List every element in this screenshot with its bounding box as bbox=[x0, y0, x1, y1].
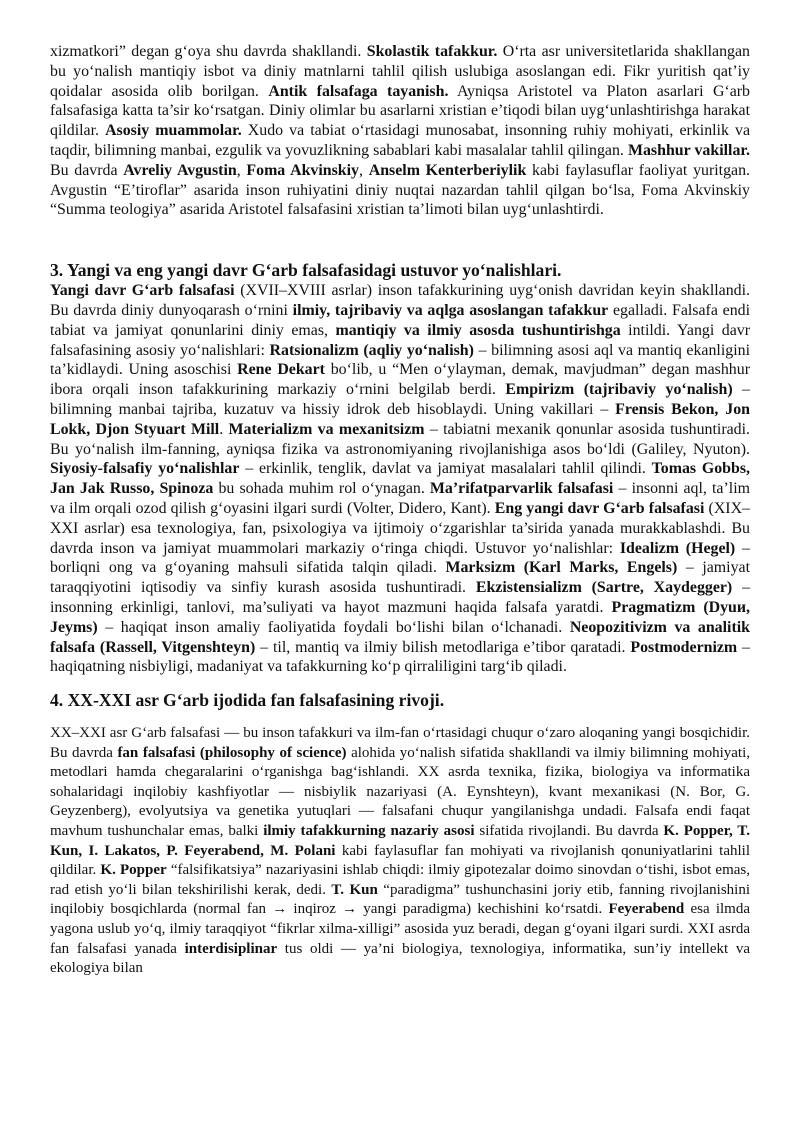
bold-term: Feyerabend bbox=[608, 901, 685, 918]
text-run: alohida yo‘nalish sifatida shakllandi va ilmiy bilimning mohiyati, metodlari hamda chegaralarini o‘rganishga bag‘ishlandi. XX asrda texnika, fizika, biologiya va informatika sohalaridagi inqilobiy kashfiyotlar — nisbiylik nazariyasi (A. Eynshteyn), kvant mexanikasi (N. Bor, G. Geyzenberg), evolyutsiya va genetika yutuqlari — falsafani chuqur yangilanishga undadi. Falsafa endi faqat mavhum tushunchalar emas, balki bbox=[50, 744, 750, 840]
bold-term: Empirizm (tajribaviy yo‘nalish) bbox=[505, 381, 733, 399]
bold-term: Frensis Bekon, Jon Lokk, Djon Styuart Mill bbox=[50, 400, 750, 438]
bold-term: Rene Dekart bbox=[237, 361, 325, 379]
bold-term: ilmiy tafakkurning nazariy asosi bbox=[263, 823, 475, 840]
bold-term: Postmodernizm bbox=[630, 638, 738, 656]
text-run: – bilimning asosi aql va mantiq ekanligini ta’kidlaydi. Uning asoschisi bbox=[50, 341, 750, 379]
text-run: sifatida rivojlandi. Bu davrda bbox=[474, 823, 664, 840]
text-run: “paradigma” tushunchasini joriy etib, fanning rivojlanishini inqilobiy bosqichlarda (normal fan → inqiroz → yangi paradigma) kechishini ko‘rsatdi. bbox=[50, 881, 751, 918]
section-3-paragraph bbox=[50, 281, 750, 677]
section-3-heading: 3. Yangi va eng yangi davr G‘arb falsafasidagi ustuvor yo‘nalishlari. bbox=[50, 260, 562, 281]
text-run: O‘rta asr universitetlarida shakllangan bu yo‘nalish mantiqiy isbot va diniy matnlarni tahlil qilish uslubiga asoslangan edi. Fikr yuritish qat’iy qoidalar asosida olib borilgan. bbox=[50, 43, 750, 100]
bold-term: interdisiplinar bbox=[184, 940, 278, 957]
section-2-continuation-paragraph bbox=[50, 42, 750, 220]
text-run: – borliqni ong va g‘oyaning mahsuli sifatida talqin qiladi. bbox=[50, 539, 750, 577]
bold-term: Materializm va mexanitsizm bbox=[228, 420, 425, 438]
bold-term: Antik falsafaga tayanish. bbox=[268, 82, 449, 100]
bold-term: K. Popper, T. Kun, I. Lakatos, P. Feyerabend, M. Polani bbox=[50, 823, 750, 859]
text-run: . bbox=[219, 420, 229, 438]
bold-term: Neopozitivizm va analitik falsafa (Rassell, Vitgenshteyn) bbox=[50, 618, 750, 656]
text-run: – jamiyat taraqqiyotini iqtisodiy va sinfiy kurash asosida tushuntiradi. bbox=[50, 559, 750, 597]
text-run: Xudo va tabiat o‘rtasidagi munosabat, insonning ruhiy mohiyati, erkinlik va taqdir, bilimning manbai, ezgulik va yovuzlikning sabablari kabi masalalar tahlil qilingan. bbox=[50, 122, 750, 159]
text-run: xizmatkori” degan g‘oya shu davrda shakllandi. bbox=[50, 43, 367, 60]
text-run: – tabiatni mexanik qonunlar asosida tushuntiradi. Bu yo‘nalish ilm-fanning, ayniqsa fizika va astronomiyaning rivojlanishiga asos bo‘ldi (Galiley, Nyuton). bbox=[50, 420, 750, 458]
bold-term: Ekzistensializm (Sartre, Xaydegger) bbox=[475, 579, 733, 597]
text-run: – insonning erkinligi, tanlovi, ma’suliyati va hayot mazmuni haqida falsafa yaratdi. bbox=[50, 579, 751, 616]
text-run: Bu davrda bbox=[50, 161, 124, 179]
text-run: , bbox=[359, 161, 369, 179]
bold-term: Yangi davr G‘arb falsafasi bbox=[50, 282, 235, 300]
text-run: (XVII–XVIII asrlar) inson tafakkurining uyg‘onish davridan keyin shakllandi. Bu davrda diniy dunyoqarash o‘rnini bbox=[50, 282, 751, 319]
text-run: – haqiqat inson amaliy faoliyatida foydali bo‘lishi bilan o‘lchanadi. bbox=[97, 618, 570, 636]
text-run: – erkinlik, tenglik, davlat va jamiyat masalalari tahlil qilindi. bbox=[239, 460, 652, 478]
text-run: esa ilmda yagona uslub yo‘q, ilmiy taraqqiyot “fikrlar xilma-xilligi” asosida yuz beradi, degan g‘oyani ilgari surdi. XXI asrda fan falsafasi yanada bbox=[50, 901, 750, 957]
text-run: XX–XXI asr G‘arb falsafasi — bu inson tafakkuri va ilm-fan o‘rtasidagi chuqur o‘zaro aloqaning yangi bosqichidir. Bu davrda bbox=[50, 725, 750, 761]
text-run: , bbox=[236, 161, 247, 179]
bold-term: Anselm Kenterberiylik bbox=[368, 161, 527, 179]
bold-term: Ratsionalizm (aqliy yo‘nalish) bbox=[269, 341, 474, 359]
text-run: kabi faylasuflar faoliyat yuritgan. Avgustin “E’tiroflar” asarida inson ruhiyatini diniy nuqtai nazardan tahlil qilgan bo‘lsa, Foma Akvinskiy “Summa teologiya” asarida Aristotel falsafasini xristian ta’limoti bilan uyg‘unlashtirdi. bbox=[50, 161, 750, 219]
text-run: egalladi. Falsafa endi tabiat va jamiyat qonunlarini diniy emas, bbox=[50, 301, 750, 339]
text-run: intildi. Yangi davr falsafasining asosiy yo‘nalishlari: bbox=[50, 321, 750, 359]
bold-term: Idealizm (Hegel) bbox=[619, 539, 736, 557]
bold-term: fan falsafasi (philosophy of science) bbox=[117, 744, 347, 761]
bold-term: Pragmatizm (Dyuи, Jeyms) bbox=[50, 598, 750, 636]
section-4-heading: 4. XX-XXI asr G‘arb ijodida fan falsafasining rivoji. bbox=[50, 690, 445, 711]
bold-term: K. Popper bbox=[100, 862, 167, 879]
bold-term: Eng yangi davr G‘arb falsafasi bbox=[494, 499, 705, 517]
bold-term: mantiqiy va ilmiy asosda tushuntirishga bbox=[335, 321, 621, 339]
text-run: – haqiqatning nisbiyligi, madaniyat va tafakkurning ko‘p qirraliligini targ‘ib qiladi. bbox=[50, 638, 750, 676]
text-run: bu sohada muhim rol o‘ynagan. bbox=[213, 480, 430, 498]
bold-term: Ma’rifatparvarlik falsafasi bbox=[429, 480, 614, 498]
bold-term: Skolastik tafakkur. bbox=[366, 43, 498, 60]
bold-term: ilmiy, tajribaviy va aqlga asoslangan tafakkur bbox=[292, 301, 609, 319]
bold-term: Tomas Gobbs, Jan Jak Russo, Spinoza bbox=[50, 460, 751, 498]
bold-term: Foma Akvinskiy bbox=[246, 161, 360, 179]
text-run: Ayniqsa Aristotel va Platon asarlari G‘arb falsafasiga katta ta’sir ko‘rsatgan. Diniy olimlar bu asarlarni xristian e’tiqodi bilan uyg‘unlashtirishga harakat qildilar. bbox=[50, 82, 751, 140]
text-run: – insonni aql, ta’lim va ilm orqali ozod qilish g‘oyasini ilgari surdi (Volter, Didero, Kant). bbox=[50, 480, 750, 517]
bold-term: Marksizm (Karl Marks, Engels) bbox=[445, 559, 678, 577]
text-run: bo‘lib, u “Men o‘ylayman, demak, mavjudman” degan mashhur ibora orqali inson tafakkurining markaziy o‘rnini belgilab berdi. bbox=[50, 361, 750, 399]
bold-term: Mashhur vakillar. bbox=[627, 141, 750, 159]
document-page bbox=[50, 42, 750, 979]
bold-term: Asosiy muammolar. bbox=[105, 122, 242, 140]
bold-term: T. Kun bbox=[331, 881, 378, 898]
text-run: tus oldi — ya’ni biologiya, texnologiya, informatika, sun’iy intellekt va ekologiya bilan bbox=[50, 940, 750, 977]
text-run: “falsifikatsiya” nazariyasini ishlab chiqdi: ilmiy gipotezalar doimo sinovdan o‘tishi, isbot emas, rad etish yo‘li bilan tekshirilishi kerak, dedi. bbox=[50, 862, 750, 898]
section-4-paragraph bbox=[50, 724, 750, 979]
text-run: (XIX–XXI asrlar) esa texnologiya, fan, psixologiya va ijtimoiy o‘zgarishlar ta’sirida yanada murakkablashdi. Bu davrda inson va jamiyat muammolari markaziy o‘ringa chiqdi. Ustuvor yo‘nalishlar: bbox=[50, 499, 751, 557]
text-run: – bilimning manbai tajriba, kuzatuv va hissiy idrok deb hisoblaydi. Uning vakillari – bbox=[50, 381, 751, 418]
bold-term: Avreliy Avgustin bbox=[123, 161, 237, 179]
bold-term: Siyosiy-falsafiy yo‘nalishlar bbox=[50, 460, 240, 478]
text-run: kabi faylasuflar fan mohiyati va rivojlanish qonuniyatlarini tahlil qildilar. bbox=[50, 842, 750, 879]
text-run: – til, mantiq va ilmiy bilish metodlariga e’tibor qaratadi. bbox=[255, 638, 631, 656]
